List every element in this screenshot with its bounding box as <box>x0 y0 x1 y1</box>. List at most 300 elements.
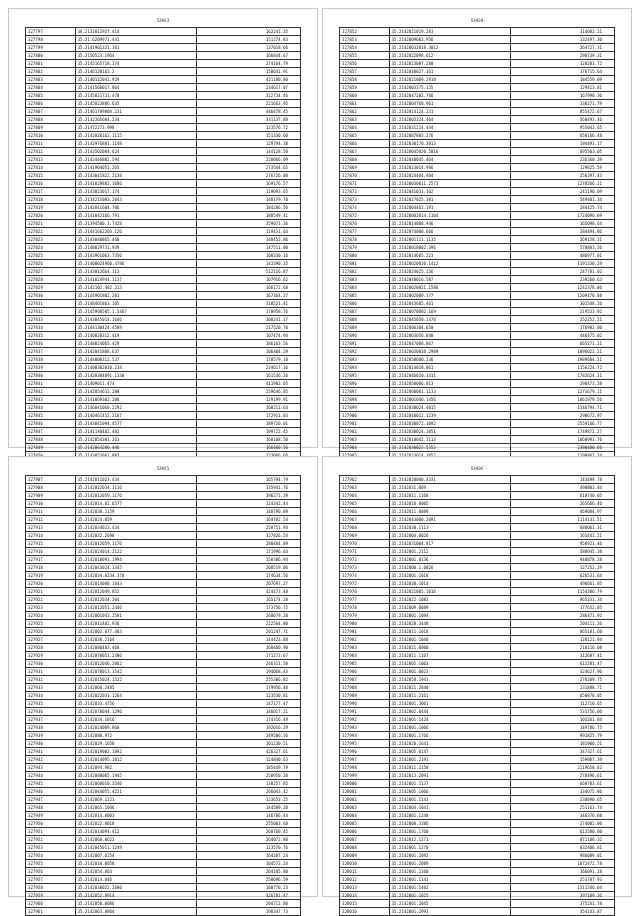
table-row <box>340 356 615 364</box>
coordinate-cell: 35.2142305604.234 <box>75 116 196 124</box>
coordinate-cell: 35.2142001.1143 <box>389 876 510 884</box>
coordinate-cell: 35.2142021005.1016 <box>389 588 510 596</box>
table-row <box>340 52 615 60</box>
table-row <box>26 676 301 684</box>
amount-cell: 146786.44 <box>196 812 301 820</box>
coordinate-cell: 35.2141069302.200 <box>75 396 196 404</box>
record-id-cell: 327987 <box>340 676 390 684</box>
amount-cell: 396271.39 <box>196 492 301 500</box>
coordinate-cell: 35.2142094.982 <box>75 764 196 772</box>
table-row <box>340 900 615 908</box>
amount-cell: 123530.81 <box>196 692 301 700</box>
record-id-cell: 328011 <box>340 868 390 876</box>
table-row <box>340 476 615 484</box>
amount-cell: 184286.56 <box>196 204 301 212</box>
table-row <box>26 740 301 748</box>
coordinate-cell: 35.2142001.2991 <box>389 908 510 916</box>
coordinate-cell: 35.2142005.1003 <box>389 660 510 668</box>
record-id-cell: 327984 <box>340 652 390 660</box>
amount-cell: 108330.16 <box>196 252 301 260</box>
amount-cell: 123570.76 <box>196 844 301 852</box>
table-row <box>340 532 615 540</box>
coordinate-cell: 35.2142064280.446 <box>75 444 196 452</box>
record-id-cell: 327961 <box>26 908 76 916</box>
record-id-cell: 328014 <box>340 892 390 900</box>
table-row <box>340 660 615 668</box>
coordinate-cell: 35.2142024.059 <box>75 516 196 524</box>
table-row <box>340 244 615 252</box>
table-row <box>340 788 615 796</box>
table-row <box>340 748 615 756</box>
coordinate-cell: 35.2141829882.1686 <box>75 180 196 188</box>
amount-cell: 832406.81 <box>510 844 615 852</box>
amount-cell: 531756.06 <box>510 708 615 716</box>
coordinate-cell: 35.2143041822.2138 <box>75 172 196 180</box>
table-row <box>340 316 615 324</box>
coordinate-cell: 35.2142001.1766 <box>389 732 510 740</box>
record-id-cell: 327873 <box>340 196 390 204</box>
coordinate-cell: 35.2142001.1160 <box>389 868 510 876</box>
coordinate-cell: 35.2142034023.434 <box>75 524 196 532</box>
table-row <box>340 108 615 116</box>
amount-cell: 194068.43 <box>196 668 301 676</box>
table-row <box>26 284 301 292</box>
table-row <box>26 868 301 876</box>
table-row <box>26 132 301 140</box>
coordinate-cell: 35.2150523.1964 <box>75 52 196 60</box>
amount-cell: 112710.65 <box>510 700 615 708</box>
coordinate-cell: 35.2145908505.1.5467 <box>75 308 196 316</box>
table-row <box>26 372 301 380</box>
amount-cell: 119431.64 <box>196 228 301 236</box>
record-id-cell: 328015 <box>340 900 390 908</box>
table-row <box>26 340 301 348</box>
table-row <box>26 84 301 92</box>
coordinate-cell: 35.2142001.2092 <box>389 852 510 860</box>
coordinate-cell: 35.2142030.1014 <box>389 580 510 588</box>
amount-cell: 210116.08 <box>510 644 615 652</box>
table-row <box>340 628 615 636</box>
coordinate-cell: 35.2142002.0444 <box>389 708 510 716</box>
record-id-cell: 327927 <box>26 636 76 644</box>
amount-cell: 147511.00 <box>196 244 301 252</box>
coordinate-cell: 35.2142014605.223 <box>389 252 510 260</box>
coordinate-cell: 35.2142009603.956 <box>389 36 510 44</box>
amount-cell: 234617.07 <box>196 84 301 92</box>
record-id-cell: 327844 <box>26 404 76 412</box>
coordinate-cell: 35.2142074000.666 <box>389 228 510 236</box>
table-row <box>26 180 301 188</box>
coordinate-cell: 35.2143041094.4577 <box>75 420 196 428</box>
record-id-cell: 327832 <box>26 308 76 316</box>
record-id-cell: 327995 <box>340 740 390 748</box>
record-id-cell: 327847 <box>26 428 76 436</box>
amount-cell: 264727.31 <box>510 44 615 52</box>
amount-cell: 146017.21 <box>196 708 301 716</box>
coordinate-cell: 35.2142023014.986 <box>389 164 510 172</box>
record-id-cell: 327801 <box>26 60 76 68</box>
amount-cell: 120283.72 <box>510 60 615 68</box>
record-id-cell: 327889 <box>340 324 390 332</box>
amount-cell: 266043.42 <box>196 788 301 796</box>
coordinate-cell: 35.2142027025.381 <box>389 196 510 204</box>
table-row <box>26 772 301 780</box>
table-row <box>26 396 301 404</box>
table-row <box>26 28 301 36</box>
coordinate-cell: 35.2142012059.1176 <box>75 540 196 548</box>
amount-cell: 260760.45 <box>196 828 301 836</box>
coordinate-cell: 35.2140122041.929 <box>75 76 196 84</box>
coordinate-cell: 35.2142012034.204 <box>75 596 196 604</box>
coordinate-cell: 35.2142003324.464 <box>389 116 510 124</box>
amount-cell: 181900.51 <box>510 740 615 748</box>
coordinate-cell: 35.2142001.1143 <box>389 796 510 804</box>
record-id-cell: 327963 <box>340 484 390 492</box>
table-row <box>340 908 615 916</box>
amount-cell: 129825.59 <box>510 164 615 172</box>
record-id-cell: 327862 <box>340 108 390 116</box>
table-row <box>340 44 615 52</box>
table-row <box>26 900 301 908</box>
record-id-cell: 327953 <box>26 844 76 852</box>
record-id-cell: 327970 <box>340 540 390 548</box>
amount-cell: 280404.89 <box>196 540 301 548</box>
amount-cell: 512116.87 <box>196 268 301 276</box>
record-id-cell: 327901 <box>340 420 390 428</box>
table-row <box>26 52 301 60</box>
record-id-cell: 327884 <box>340 284 390 292</box>
table-row <box>340 276 615 284</box>
amount-cell: 241190.09 <box>510 188 615 196</box>
record-id-cell: 327986 <box>340 668 390 676</box>
record-id-cell: 327973 <box>340 564 390 572</box>
table-row <box>340 644 615 652</box>
coordinate-cell: 35.21472273.998 <box>75 124 196 132</box>
table-row <box>340 636 615 644</box>
table-row <box>26 892 301 900</box>
table-row <box>340 684 615 692</box>
coordinate-cell: 35.2142030022.2680 <box>75 884 196 892</box>
coordinate-cell: 35.2142047008.867 <box>389 340 510 348</box>
table-row <box>26 516 301 524</box>
table-row <box>26 524 301 532</box>
amount-cell: 123576.72 <box>196 124 301 132</box>
record-id-cell: 327975 <box>340 580 390 588</box>
table-row <box>26 420 301 428</box>
amount-cell: 201247.71 <box>196 628 301 636</box>
record-id-cell: 327895 <box>340 372 390 380</box>
record-id-cell: 327870 <box>340 172 390 180</box>
table-row <box>340 860 615 868</box>
amount-cell: 198347.73 <box>196 908 301 916</box>
record-id-cell: 327890 <box>340 332 390 340</box>
amount-cell: 397109.36 <box>510 892 615 900</box>
amount-cell: 259646.85 <box>196 388 301 396</box>
coordinate-cell: 35.2142012049.852 <box>75 588 196 596</box>
amount-cell: 1511346.04 <box>510 884 615 892</box>
record-id-cell: 327900 <box>340 412 390 420</box>
table-row <box>340 500 615 508</box>
table-row <box>340 156 615 164</box>
record-id-cell: 327837 <box>26 348 76 356</box>
coordinate-cell: 35.2142068.0622 <box>75 836 196 844</box>
coordinate-cell: 35.2143040865.460 <box>75 236 196 244</box>
table-row <box>26 60 301 68</box>
table-row <box>26 44 301 52</box>
record-id-cell: 327845 <box>26 412 76 420</box>
table-row <box>26 92 301 100</box>
coordinate-cell: 35.2142023087.280 <box>389 60 510 68</box>
table-row <box>26 820 301 828</box>
coordinate-cell: 35.2142054.864 <box>75 868 196 876</box>
record-id-cell: 327869 <box>340 164 390 172</box>
amount-cell: 222564.80 <box>196 620 301 628</box>
amount-cell: 144423.88 <box>196 636 301 644</box>
table-row <box>26 124 301 132</box>
table-row <box>340 404 615 412</box>
amount-cell: 284425.74 <box>510 204 615 212</box>
table-row <box>26 644 301 652</box>
table-row <box>26 500 301 508</box>
table-row <box>340 60 615 68</box>
amount-cell: 1242378.06 <box>510 284 615 292</box>
amount-cell: 301548.26 <box>510 300 615 308</box>
coordinate-cell: 35.2142031004.817 <box>389 540 510 548</box>
amount-cell: 250950.20 <box>196 772 301 780</box>
record-id-cell: 327820 <box>26 212 76 220</box>
record-id-cell: 327856 <box>340 60 390 68</box>
record-id-cell: 327956 <box>26 868 76 876</box>
coordinate-cell: 35.2142014.0003 <box>75 812 196 820</box>
table-row <box>26 612 301 620</box>
record-id-cell: 328005 <box>340 820 390 828</box>
coordinate-cell: 35.2141042166.791 <box>75 212 196 220</box>
amount-cell: 347327.61 <box>510 748 615 756</box>
coordinate-cell: 35.2142976801.1148 <box>75 140 196 148</box>
coordinate-cell: 35.2142014124.231 <box>389 108 510 116</box>
amount-cell: 626531.64 <box>510 572 615 580</box>
amount-cell: 250751.94 <box>196 524 301 532</box>
record-id-cell: 327859 <box>340 84 390 92</box>
table-row <box>340 140 615 148</box>
record-id-cell: 327876 <box>340 220 390 228</box>
record-id-cell: 327942 <box>26 756 76 764</box>
table-row <box>340 676 615 684</box>
coordinate-cell: 35.2142005.1066 <box>389 788 510 796</box>
table-row <box>26 172 301 180</box>
coordinate-cell: 35.2142020000.4331 <box>389 476 510 484</box>
table-row <box>26 836 301 844</box>
amount-cell: 1156224.72 <box>510 364 615 372</box>
amount-cell: 158306.94 <box>196 556 301 564</box>
amount-cell: 1096022.21 <box>510 348 615 356</box>
amount-cell: 411902.05 <box>196 380 301 388</box>
table-row <box>26 596 301 604</box>
record-id-cell: 327797 <box>26 28 76 36</box>
coordinate-cell: 35.2142014080.1643 <box>75 580 196 588</box>
table-row <box>26 876 301 884</box>
amount-cell: 264072.80 <box>196 836 301 844</box>
coordinate-cell: 35.2142003375.135 <box>389 84 510 92</box>
coordinate-cell: 35.2142060010.3540 <box>75 780 196 788</box>
amount-cell: 171273.67 <box>196 652 301 660</box>
record-id-cell: 327947 <box>26 796 76 804</box>
record-id-cell: 327848 <box>26 436 76 444</box>
amount-cell: 253707.93 <box>510 876 615 884</box>
record-id-cell: 327946 <box>26 788 76 796</box>
coordinate-cell: 35.2142011.2161 <box>389 692 510 700</box>
record-id-cell: 327830 <box>26 292 76 300</box>
coordinate-cell: 35.2142063056.840 <box>389 332 510 340</box>
coordinate-cell: 35.21420030011.2573 <box>389 180 510 188</box>
record-id-cell: 328000 <box>340 780 390 788</box>
table-row <box>26 716 301 724</box>
table-row <box>340 164 615 172</box>
amount-cell: 164782.54 <box>196 516 301 524</box>
table-row <box>26 196 301 204</box>
amount-cell: 151330.60 <box>196 132 301 140</box>
coordinate-cell: 35.2142001.1066 <box>389 724 510 732</box>
coordinate-cell: 35.2142012046.2062 <box>75 660 196 668</box>
table-row <box>340 620 615 628</box>
coordinate-cell: 35.2142001.0023 <box>389 668 510 676</box>
amount-cell: 290739.31 <box>510 52 615 60</box>
coordinate-cell: 35.21420030010.2909 <box>389 348 510 356</box>
table-row <box>340 756 615 764</box>
record-id-cell: 327937 <box>26 716 76 724</box>
table-row <box>340 396 615 404</box>
amount-cell: 170958.76 <box>196 308 301 316</box>
table-row <box>26 548 301 556</box>
record-id-cell: 327993 <box>340 724 390 732</box>
coordinate-cell: 35.2142060.2485 <box>75 684 196 692</box>
record-id-cell: 327913 <box>26 524 76 532</box>
amount-cell: 108241.17 <box>196 316 301 324</box>
amount-cell: 176982.00 <box>510 324 615 332</box>
record-id-cell: 327962 <box>340 476 390 484</box>
coordinate-cell: 35.2142004768.961 <box>389 100 510 108</box>
table-row <box>340 764 615 772</box>
record-id-cell: 327922 <box>26 596 76 604</box>
record-id-cell: 327952 <box>26 836 76 844</box>
amount-cell: 270496.61 <box>510 772 615 780</box>
record-id-cell: 328012 <box>340 876 390 884</box>
amount-cell: 560493.46 <box>510 116 615 124</box>
coordinate-cell: 35.2142080403.468 <box>75 644 196 652</box>
table-row <box>340 692 615 700</box>
amount-cell: 269158.31 <box>510 236 615 244</box>
coordinate-cell: 35.2142031214.444 <box>389 124 510 132</box>
record-id-cell: 327843 <box>26 396 76 404</box>
table-row <box>26 508 301 516</box>
coordinate-cell: 35.2142001040.1456 <box>389 396 510 404</box>
amount-cell: 199722.45 <box>196 428 301 436</box>
record-id-cell: 327991 <box>340 708 390 716</box>
record-id-cell: 327814 <box>26 164 76 172</box>
record-id-cell: 327994 <box>340 732 390 740</box>
table-row <box>26 212 301 220</box>
record-id-cell: 327998 <box>340 764 390 772</box>
record-id-cell: 327854 <box>340 44 390 52</box>
amount-cell: 865181.60 <box>510 628 615 636</box>
coordinate-cell: 35.2142080.972 <box>75 732 196 740</box>
record-id-cell: 327828 <box>26 276 76 284</box>
amount-cell: 330271.79 <box>510 100 615 108</box>
table-row <box>340 588 615 596</box>
table-row <box>26 724 301 732</box>
table-row <box>26 268 301 276</box>
record-id-cell: 328016 <box>340 908 390 916</box>
table-row <box>340 332 615 340</box>
table-row <box>340 300 615 308</box>
coordinate-cell: 35.2142011.1168 <box>389 492 510 500</box>
amount-cell: 1209470.08 <box>510 292 615 300</box>
amount-cell: 220066.09 <box>196 156 301 164</box>
coordinate-cell: 35.2142446802.594 <box>75 156 196 164</box>
amount-cell: 991825.79 <box>510 732 615 740</box>
table-row <box>340 556 615 564</box>
coordinate-cell: 35.2142000.1.0026 <box>389 564 510 572</box>
record-id-cell: 327799 <box>26 44 76 52</box>
record-id-cell: 327817 <box>26 188 76 196</box>
record-id-cell: 327891 <box>340 340 390 348</box>
record-id-cell: 327930 <box>26 660 76 668</box>
record-id-cell: 327874 <box>340 204 390 212</box>
table-row <box>340 116 615 124</box>
record-id-cell: 327841 <box>26 380 76 388</box>
table-row <box>340 348 615 356</box>
amount-cell: 204105.80 <box>196 868 301 876</box>
record-id-cell: 327898 <box>340 396 390 404</box>
coordinate-cell: 35.2142008.3386 <box>389 820 510 828</box>
record-id-cell: 327875 <box>340 212 390 220</box>
record-id-cell: 327821 <box>26 220 76 228</box>
record-id-cell: 328010 <box>340 860 390 868</box>
amount-cell: 1154386.79 <box>510 588 615 596</box>
coordinate-cell: 35.2142004462.191 <box>389 204 510 212</box>
table-row <box>26 684 301 692</box>
amount-cell: 162241.35 <box>196 28 301 36</box>
table-row <box>26 116 301 124</box>
record-id-cell: 327908 <box>26 484 76 492</box>
coordinate-cell: 35.2142001.2112 <box>389 548 510 556</box>
record-id-cell: 327863 <box>340 116 390 124</box>
coordinate-cell: 35.2142069.1221 <box>75 796 196 804</box>
amount-cell: 658166.48 <box>510 132 615 140</box>
coordinate-cell: 35.2142010.0005 <box>389 500 510 508</box>
coordinate-cell: 35.2142024009.860 <box>75 724 196 732</box>
table-row <box>26 484 301 492</box>
table-row <box>26 572 301 580</box>
coordinate-cell: 35.21420070002.169 <box>389 308 510 316</box>
record-id-cell: 328002 <box>340 796 390 804</box>
amount-cell: 1061979.56 <box>510 396 615 404</box>
amount-cell: 144128.50 <box>196 148 301 156</box>
record-id-cell: 328003 <box>340 804 390 812</box>
table-row <box>340 84 615 92</box>
record-id-cell: 327885 <box>340 292 390 300</box>
record-id-cell: 327990 <box>340 700 390 708</box>
amount-cell: 219533.92 <box>510 308 615 316</box>
record-id-cell: 327864 <box>340 124 390 132</box>
record-id-cell: 327822 <box>26 228 76 236</box>
coordinate-cell: 35.2142011.2158 <box>389 764 510 772</box>
amount-cell: 148790.89 <box>196 508 301 516</box>
record-id-cell: 328013 <box>340 884 390 892</box>
amount-cell: 236360.39 <box>510 156 615 164</box>
record-id-cell: 327935 <box>26 700 76 708</box>
coordinate-cell: 35.2142006304.650 <box>389 324 510 332</box>
